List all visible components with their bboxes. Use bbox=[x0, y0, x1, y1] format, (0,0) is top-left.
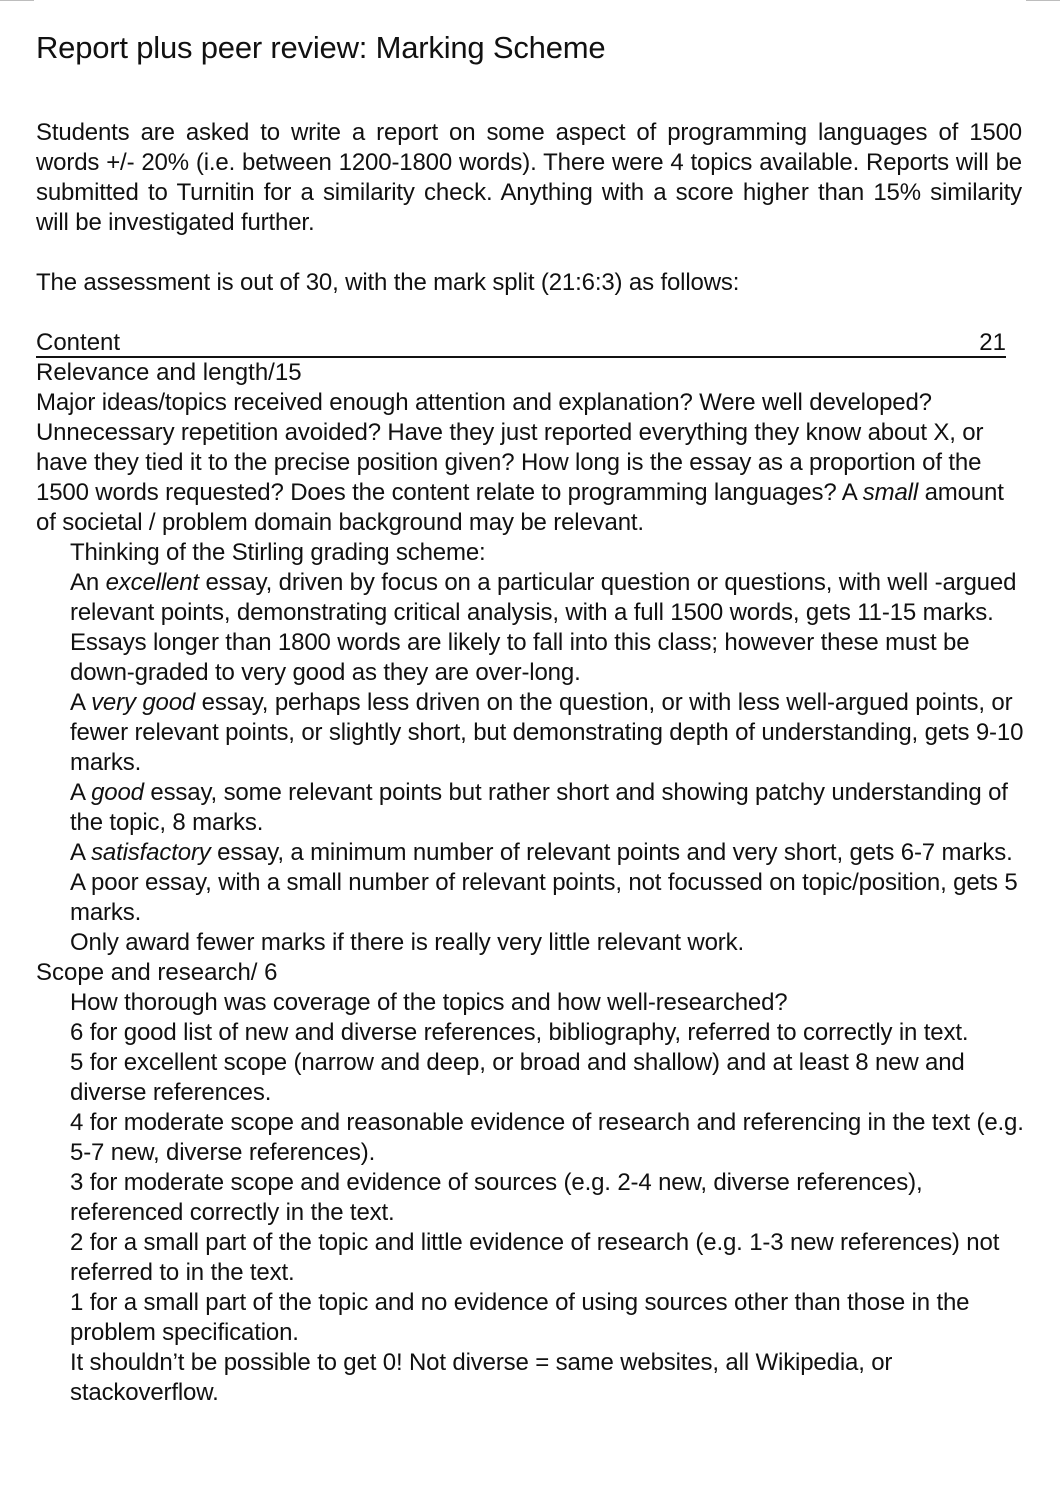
document-page bbox=[36, 28, 1026, 1408]
scope-criteria-list bbox=[36, 988, 1026, 1408]
grade-satisfactory bbox=[70, 838, 1026, 868]
grade-satisfactory-term: satisfactory bbox=[91, 839, 211, 866]
content-mark: 21 bbox=[979, 329, 1006, 356]
intro-paragraph: Students are asked to write a report on some aspect of programming languages of 1500 words +/- 20% (i.e. between 1200-1800 words). There were 4 topics available. Reports will be submitted to Turnitin for a similarity check. Anything with a score higher than 15% similarity will be investigated further. bbox=[36, 119, 1022, 236]
page-edge-mark-left bbox=[0, 0, 34, 1]
scope-criterion: It shouldn’t be possible to get 0! Not diverse = same websites, all Wikipedia, or stackoverflow. bbox=[70, 1349, 893, 1406]
grade-good-term: good bbox=[91, 779, 144, 806]
grade-very-good-prefix: A bbox=[70, 689, 92, 716]
grade-very-good-text: essay, perhaps less driven on the question, or with less well-argued points, or fewer relevant points, or slightly short, but demonstrating depth of understanding, gets 9-10 marks. bbox=[70, 689, 1024, 776]
scope-criterion: 4 for moderate scope and reasonable evidence of research and referencing in the text (e.g. 5-7 new, diverse references). bbox=[70, 1109, 1024, 1166]
relevance-heading: Relevance and length/15 bbox=[36, 359, 302, 386]
scope-criterion: 2 for a small part of the topic and little evidence of research (e.g. 1-3 new references) not referred to in the text. bbox=[70, 1229, 1000, 1286]
grading-scheme-list bbox=[36, 538, 1026, 958]
relevance-description-emphasis: small bbox=[862, 479, 919, 506]
grade-excellent bbox=[70, 568, 1026, 688]
grade-poor: A poor essay, with a small number of relevant points, not focussed on topic/position, gets 5 marks. bbox=[70, 869, 1018, 926]
scope-criterion: How thorough was coverage of the topics and how well-researched? bbox=[70, 989, 788, 1016]
scope-criterion: 3 for moderate scope and evidence of sources (e.g. 2-4 new, diverse references), referenced correctly in the text. bbox=[70, 1169, 923, 1226]
grade-very-good bbox=[70, 688, 1026, 778]
scope-criterion: 6 for good list of new and diverse references, bibliography, referred to correctly in text. bbox=[70, 1019, 969, 1046]
scope-criterion: 5 for excellent scope (narrow and deep, or broad and shallow) and at least 8 new and diverse references. bbox=[70, 1049, 965, 1106]
mark-split-statement: The assessment is out of 30, with the mark split (21:6:3) as follows: bbox=[36, 269, 740, 296]
relevance-description-text-2: amount of societal / problem domain background may be relevant. bbox=[36, 479, 1004, 536]
grade-fewer-marks-note: Only award fewer marks if there is really very little relevant work. bbox=[70, 929, 745, 956]
grade-satisfactory-text: essay, a minimum number of relevant points and very short, gets 6-7 marks. bbox=[210, 839, 1013, 866]
relevance-section bbox=[36, 358, 1026, 958]
grade-excellent-prefix: An bbox=[70, 569, 106, 596]
grade-satisfactory-prefix: A bbox=[70, 839, 92, 866]
relevance-description-text-1: Major ideas/topics received enough attention and explanation? Were well developed? Unnecessary repetition avoided? Have they just reported everything they know about X, or have they tied it to the precise position given? How long is the essay as a proportion of the 1500 words requested? Does the content relate to programming languages? A bbox=[36, 389, 984, 506]
scope-heading: Scope and research/ 6 bbox=[36, 959, 278, 986]
grading-scheme-intro: Thinking of the Stirling grading scheme: bbox=[70, 539, 486, 566]
grade-excellent-text: essay, driven by focus on a particular question or questions, with well -argued relevant points, demonstrating critical analysis, with a full 1500 words, gets 11-15 marks. Essays longer than 1800 words are likely to fall into this class; however these must be down-graded to very good as they are over-long. bbox=[70, 569, 1017, 686]
grade-good-prefix: A bbox=[70, 779, 92, 806]
content-section-header bbox=[36, 328, 1006, 358]
page-edge-mark-right bbox=[1026, 0, 1060, 1]
grade-good-text: essay, some relevant points but rather short and showing patchy understanding of the topic, 8 marks. bbox=[70, 779, 1008, 836]
grade-good bbox=[70, 778, 1026, 838]
grade-excellent-term: excellent bbox=[105, 569, 199, 596]
scope-criterion: 1 for a small part of the topic and no evidence of using sources other than those in the problem specification. bbox=[70, 1289, 970, 1346]
relevance-description bbox=[36, 388, 1026, 538]
page-title: Report plus peer review: Marking Scheme bbox=[36, 30, 606, 65]
grade-very-good-term: very good bbox=[91, 689, 196, 716]
scope-section bbox=[36, 958, 1026, 1408]
content-label: Content bbox=[36, 329, 121, 356]
